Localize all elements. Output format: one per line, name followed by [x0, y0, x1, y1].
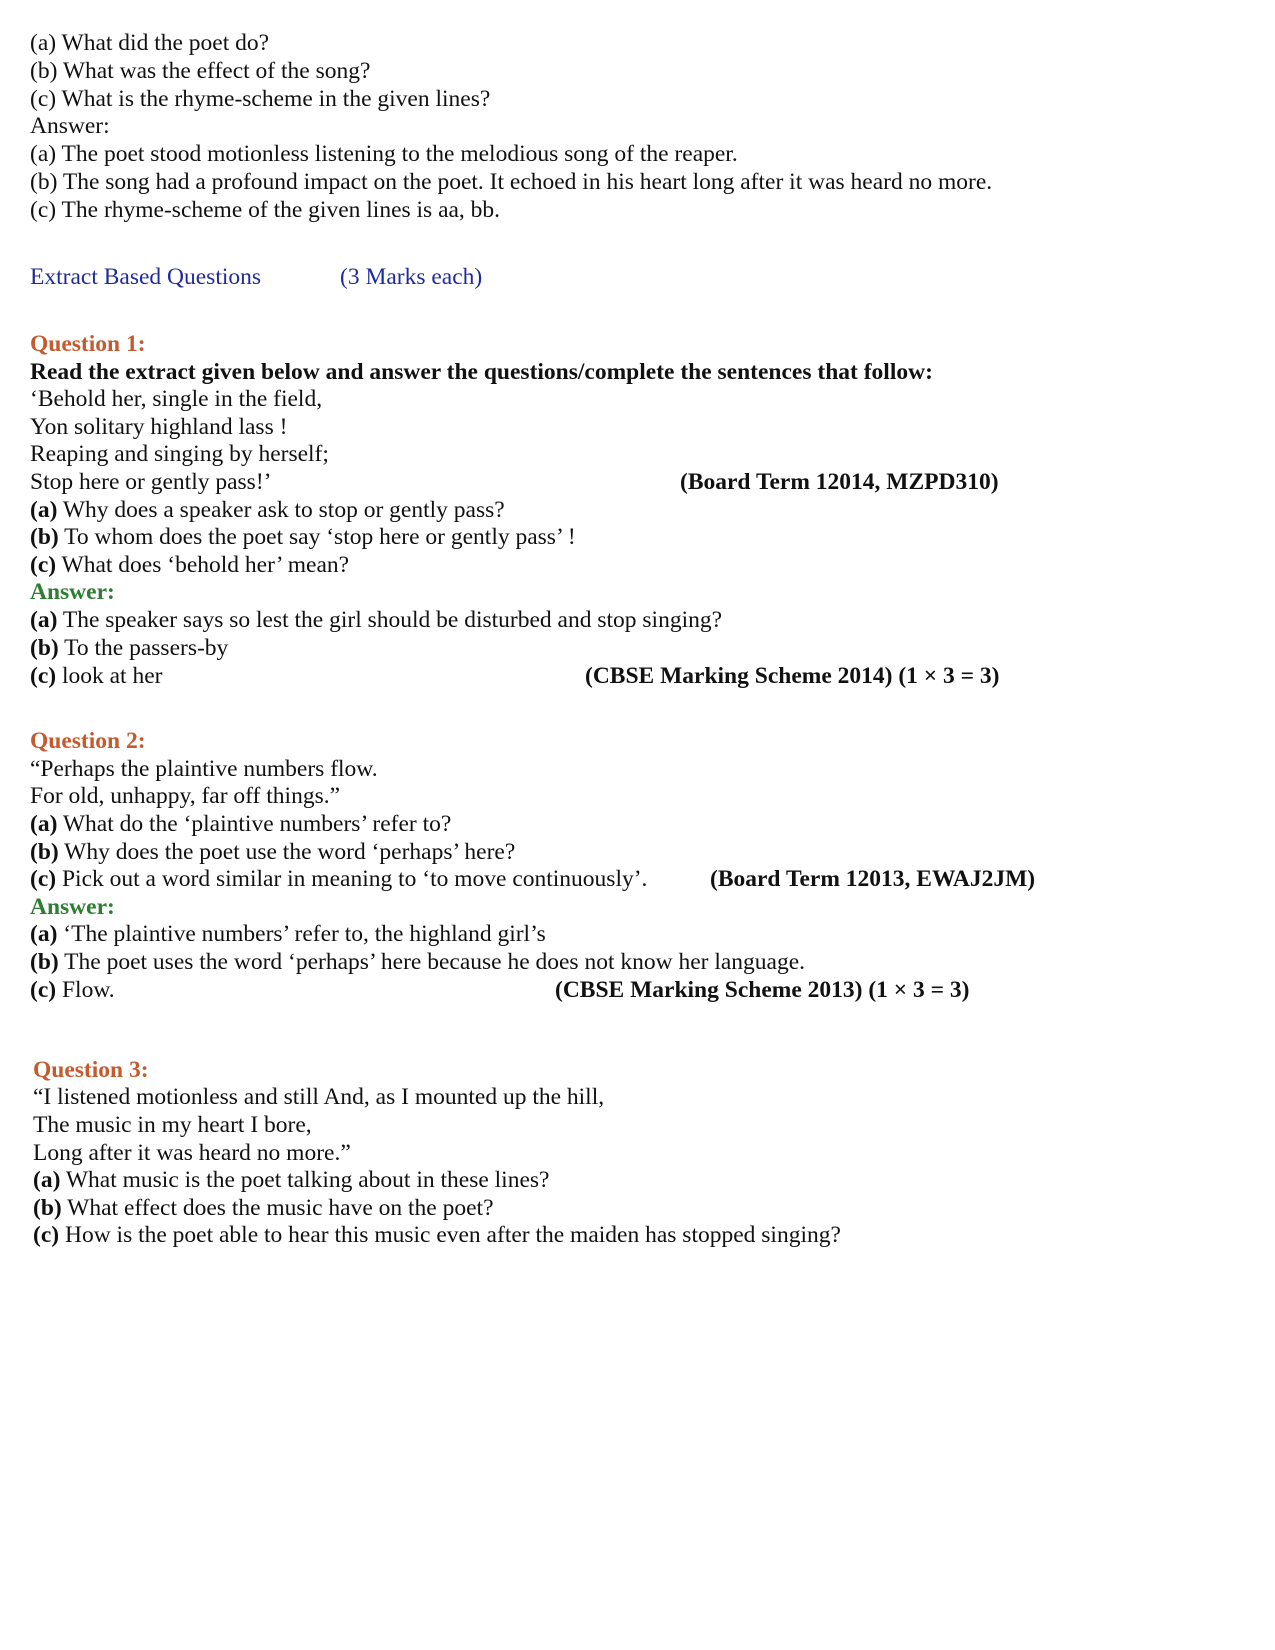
q1-answer-label: Answer: [30, 579, 115, 605]
q1-answer-c-text: look at her [56, 663, 163, 689]
q2-question-b [30, 838, 515, 866]
q1-answer-b-label: (b) [30, 635, 59, 661]
q2-question-a-label: (a) [30, 811, 58, 837]
q2-answer-a-text: ‘The plaintive numbers’ refer to, the highland girl’s [57, 921, 546, 947]
q2-answer-b-label: (b) [30, 949, 59, 975]
q2-answer-a-label: (a) [30, 921, 58, 947]
q1-answer-a-text: The speaker says so lest the girl should be disturbed and stop singing? [57, 607, 723, 633]
q3-question-a [33, 1166, 549, 1194]
q3-extract-line: Long after it was heard no more.” [33, 1140, 351, 1166]
q2-question-c [30, 865, 647, 893]
q2-question-c-label: (c) [30, 866, 57, 892]
q1-question-b-label: (b) [30, 524, 59, 550]
intro-answer-b: (b) The song had a profound impact on the poet. It echoed in his heart long after it was heard no more. [30, 169, 993, 195]
q2-answer-c [30, 976, 115, 1004]
q1-instruction: Read the extract given below and answer the questions/complete the sentences that follow: [30, 359, 933, 385]
q2-marking-scheme: (CBSE Marking Scheme 2013) (1 × 3 = 3) [555, 977, 970, 1003]
intro-answer-label: Answer: [30, 113, 110, 139]
q1-question-c [30, 551, 349, 579]
q2-question-b-text: Why does the poet use the word ‘perhaps’ here? [58, 839, 516, 865]
q1-extract-line: Yon solitary highland lass ! [30, 414, 288, 440]
q3-question-b [33, 1194, 494, 1222]
q2-question-a-text: What do the ‘plaintive numbers’ refer to? [57, 811, 452, 837]
section-title: Extract Based Questions [30, 264, 262, 290]
q1-marking-scheme: (CBSE Marking Scheme 2014) (1 × 3 = 3) [585, 663, 1000, 689]
q1-extract-line: ‘Behold her, single in the field, [30, 386, 323, 412]
q2-answer-a [30, 920, 546, 948]
q2-answer-b [30, 948, 805, 976]
q3-extract-line: The music in my heart I bore, [33, 1112, 312, 1138]
q1-answer-b [30, 634, 228, 662]
q3-question-c [33, 1221, 841, 1249]
q2-answer-label: Answer: [30, 894, 115, 920]
section-marks: (3 Marks each) [340, 264, 483, 290]
q3-question-c-label: (c) [33, 1222, 60, 1248]
q1-question-b-text: To whom does the poet say ‘stop here or gently pass’ ! [58, 524, 576, 550]
q1-question-a-label: (a) [30, 497, 58, 523]
q3-question-a-text: What music is the poet talking about in these lines? [60, 1167, 550, 1193]
q1-heading: Question 1: [30, 331, 146, 357]
q1-question-a-text: Why does a speaker ask to stop or gently pass? [57, 497, 505, 523]
intro-question-c: (c) What is the rhyme-scheme in the given lines? [30, 86, 491, 112]
intro-answer-a: (a) The poet stood motionless listening to the melodious song of the reaper. [30, 141, 738, 167]
q2-answer-b-text: The poet uses the word ‘perhaps’ here because he does not know her language. [58, 949, 806, 975]
intro-question-a: (a) What did the poet do? [30, 30, 270, 56]
q1-question-b [30, 523, 576, 551]
q1-answer-a-label: (a) [30, 607, 58, 633]
q1-answer-a [30, 606, 722, 634]
q1-source: (Board Term 12014, MZPD310) [680, 469, 999, 495]
q2-answer-c-label: (c) [30, 977, 57, 1003]
q1-extract-line: Reaping and singing by herself; [30, 441, 329, 467]
q1-question-a [30, 496, 505, 524]
q2-heading: Question 2: [30, 728, 146, 754]
q1-question-c-label: (c) [30, 552, 57, 578]
q3-question-b-label: (b) [33, 1195, 62, 1221]
q2-source: (Board Term 12013, EWAJ2JM) [710, 866, 1036, 892]
q3-heading: Question 3: [33, 1057, 149, 1083]
q2-question-b-label: (b) [30, 839, 59, 865]
q3-extract-line: “I listened motionless and still And, as I mounted up the hill, [33, 1084, 605, 1110]
q2-extract-line: “Perhaps the plaintive numbers flow. [30, 756, 378, 782]
q1-question-c-text: What does ‘behold her’ mean? [56, 552, 350, 578]
q2-extract-line: For old, unhappy, far off things.” [30, 783, 341, 809]
q1-answer-c [30, 662, 162, 690]
intro-answer-c: (c) The rhyme-scheme of the given lines is aa, bb. [30, 197, 501, 223]
q2-question-c-text: Pick out a word similar in meaning to ‘to move continuously’. [56, 866, 648, 892]
q3-question-b-text: What effect does the music have on the poet? [61, 1195, 494, 1221]
q1-extract-line: Stop here or gently pass!’ [30, 469, 272, 495]
intro-question-b: (b) What was the effect of the song? [30, 58, 371, 84]
q3-question-a-label: (a) [33, 1167, 61, 1193]
q1-answer-b-text: To the passers-by [58, 635, 229, 661]
q1-answer-c-label: (c) [30, 663, 57, 689]
q2-question-a [30, 810, 451, 838]
q2-answer-c-text: Flow. [56, 977, 115, 1003]
q3-question-c-text: How is the poet able to hear this music even after the maiden has stopped singing? [59, 1222, 841, 1248]
